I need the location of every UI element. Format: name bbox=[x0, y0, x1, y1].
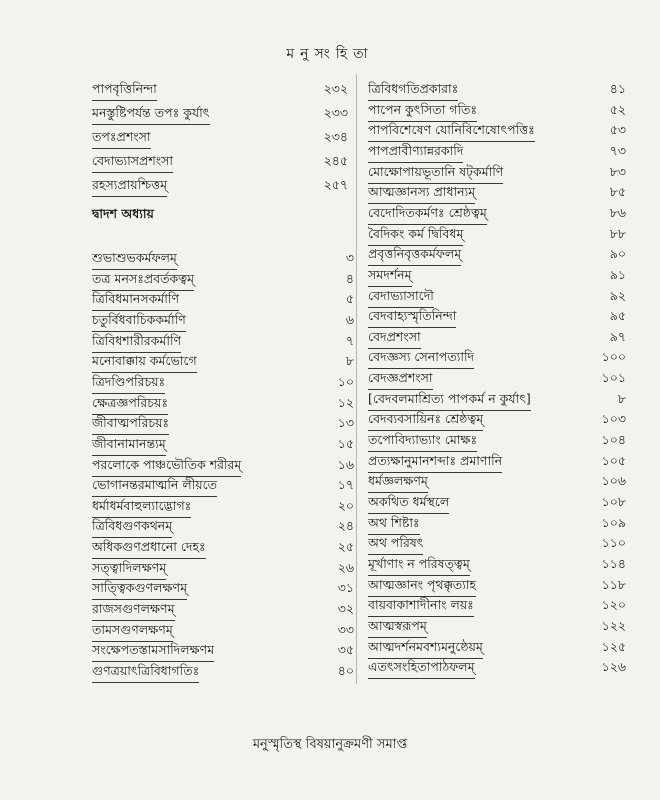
index-entry bbox=[368, 512, 626, 534]
entry-title: বায়বাকাশাদীনাং লয়ঃ bbox=[368, 594, 474, 617]
index-entry bbox=[92, 639, 354, 661]
entry-verse-number: ৮৬ bbox=[609, 204, 626, 220]
index-entry bbox=[92, 557, 354, 579]
index-entry bbox=[368, 202, 626, 224]
entry-title: প্রত্যক্ষানুমানশব্দাঃ প্রমাণানি bbox=[368, 450, 502, 473]
index-entry bbox=[92, 268, 354, 290]
index-entry bbox=[92, 474, 354, 496]
entry-verse-number: ৩৩ bbox=[337, 621, 354, 637]
index-entry bbox=[368, 615, 626, 637]
entry-title: বেদাভ্যাসাদৌ bbox=[368, 285, 434, 308]
index-entry bbox=[92, 412, 354, 434]
entry-verse-number: ৮৩ bbox=[609, 163, 626, 179]
entry-verse-number: ১১৮ bbox=[601, 576, 626, 592]
entry-verse-number: ৩ bbox=[345, 250, 354, 265]
index-entry bbox=[92, 174, 348, 196]
index-entry bbox=[368, 553, 626, 575]
entry-verse-number: ৯০ bbox=[609, 246, 626, 262]
entry-verse-number: ১২২ bbox=[601, 617, 626, 633]
entry-title: তত্র মনসঃপ্রবর্তকত্বম্ bbox=[92, 268, 194, 291]
entry-title: শুভাশুভকর্মফলম্ bbox=[92, 247, 177, 270]
entry-title: তামসগুণলক্ষণম্ bbox=[92, 619, 173, 642]
entry-verse-number: ১২৬ bbox=[601, 659, 626, 675]
entry-verse-number: ২৪ bbox=[337, 518, 354, 534]
entry-title: ত্রিবিধগতিপ্রকারাঃ bbox=[368, 78, 458, 101]
index-entry bbox=[92, 150, 348, 172]
entry-title: সংক্ষেপতস্তামসাদিলক্ষণম bbox=[92, 639, 214, 662]
index-entry bbox=[368, 285, 626, 307]
entry-title: গুণত্রয়াৎত্রিবিধাগতিঃ bbox=[92, 660, 199, 683]
entry-verse-number: ১০ bbox=[337, 373, 354, 389]
entry-title: এতৎসংহিতাপাঠফলম্ bbox=[368, 656, 475, 679]
index-entry bbox=[368, 264, 626, 286]
entry-title: ত্রিদণ্ডিপরিচয়ঃ bbox=[92, 371, 165, 394]
index-entry bbox=[368, 429, 626, 451]
entry-verse-number: ২৩৩ bbox=[323, 105, 348, 120]
entry-title: তপঃপ্রশংসা bbox=[92, 126, 151, 149]
index-entry bbox=[92, 619, 354, 641]
index-entry bbox=[92, 371, 354, 393]
index-entry bbox=[368, 305, 626, 327]
index-entry bbox=[368, 181, 626, 203]
index-entry bbox=[368, 223, 626, 245]
entry-verse-number: ৩১ bbox=[337, 580, 354, 596]
entry-verse-number: ৯২ bbox=[609, 287, 626, 303]
index-entry bbox=[92, 495, 354, 517]
entry-title: মনোবাক্কায় কর্মভোগে bbox=[92, 350, 197, 373]
entry-verse-number: ৮ bbox=[617, 390, 626, 406]
entry-verse-number: ৩২ bbox=[337, 601, 354, 617]
index-entry bbox=[368, 140, 626, 162]
entry-title: বেদব্যবসায়িনঃ শ্রেষ্ঠত্বম্ bbox=[368, 408, 483, 431]
index-entry bbox=[368, 388, 626, 410]
index-entry bbox=[92, 350, 354, 372]
index-entry bbox=[92, 78, 348, 100]
entry-title: ধর্মাধর্মবাহুল্যাদ্ভোগঃ bbox=[92, 495, 191, 518]
index-entry bbox=[368, 491, 626, 513]
index-entry bbox=[92, 126, 348, 148]
index-entry bbox=[92, 433, 354, 455]
entry-verse-number: ২০ bbox=[337, 497, 354, 513]
entry-title: ক্ষেত্রজ্ঞপরিচয়ঃ bbox=[92, 392, 168, 415]
entry-title: জীবাত্মপরিচয়ঃ bbox=[92, 412, 169, 435]
entry-title: পরলোকে পাঞ্চভৌতিক শরীরম্ bbox=[92, 454, 241, 477]
index-entry bbox=[92, 102, 348, 124]
entry-title: পাপপ্রাবীণ্যান্নরকাদি bbox=[368, 140, 463, 163]
entry-title: বৈদিকং কর্ম দ্বিবিধম্ bbox=[368, 223, 463, 246]
index-entry bbox=[92, 247, 354, 269]
entry-verse-number: ৫৩ bbox=[609, 122, 626, 138]
entry-title: সত্ত্বাদিলক্ষণম্ bbox=[92, 557, 166, 580]
entry-verse-number: ৬ bbox=[345, 311, 354, 327]
entry-title: ধর্মজ্ঞলক্ষণম্ bbox=[368, 470, 428, 493]
entry-verse-number: ২৬ bbox=[337, 559, 354, 575]
index-entry bbox=[92, 392, 354, 414]
entry-verse-number: ২৪৫ bbox=[323, 153, 348, 168]
entry-title: চতুর্বিধবাচিককর্মাণি bbox=[92, 309, 186, 332]
index-entry bbox=[368, 161, 626, 183]
index-entry bbox=[368, 326, 626, 348]
index-entry bbox=[92, 515, 354, 537]
index-entry bbox=[368, 470, 626, 492]
entry-verse-number: ৭ bbox=[345, 332, 354, 348]
index-entry bbox=[368, 367, 626, 389]
entry-title: আত্মদর্শনমবশ্যমনুষ্ঠেয়ম্ bbox=[368, 636, 483, 659]
entry-title: জীবানামানন্ত্যম্ bbox=[92, 433, 166, 456]
entry-verse-number: ৪ bbox=[345, 270, 354, 286]
index-entry bbox=[368, 243, 626, 265]
entry-verse-number: ৯৭ bbox=[609, 328, 626, 344]
section-title: দ্বাদশ অধ্যায় bbox=[92, 206, 154, 221]
entry-verse-number: ১৭ bbox=[337, 477, 354, 493]
entry-title: ত্রিবিধশারীরকর্মাণি bbox=[92, 330, 181, 353]
index-entry bbox=[92, 660, 354, 682]
entry-title: বেদোদিতকর্মণঃ শ্রেষ্ঠত্বম্ bbox=[368, 202, 487, 225]
entry-title: অথ শিষ্টাঃ bbox=[368, 512, 420, 535]
entry-title: অধিকগুণপ্রধানো দেহঃ bbox=[92, 536, 206, 559]
entry-title: ত্রিবিধগুণকথনম্ bbox=[92, 515, 172, 538]
index-entry bbox=[368, 574, 626, 596]
entry-verse-number: ১০৮ bbox=[601, 494, 626, 509]
entry-verse-number: ৪০ bbox=[337, 663, 354, 678]
index-entry bbox=[368, 656, 626, 678]
entry-title: তপোবিদ্যাভ্যাং মোক্ষঃ bbox=[368, 429, 477, 452]
index-entry bbox=[368, 450, 626, 472]
entry-verse-number: ২৩২ bbox=[323, 81, 348, 96]
entry-title: বেদজ্ঞস্য সেনাপত্যাদি bbox=[368, 346, 474, 369]
entry-verse-number: ৩৫ bbox=[337, 642, 354, 658]
entry-title: [বেদবলমাশ্রিত্য পাপকর্ম ন কুর্যাৎ] bbox=[368, 388, 531, 411]
entry-title: মূর্খাণাং ন পরিষত্ত্বম্ bbox=[368, 553, 470, 576]
entry-title: বেদজ্ঞপ্রশংসা bbox=[368, 367, 433, 390]
entry-verse-number: ১৩ bbox=[337, 415, 354, 431]
index-entry bbox=[92, 309, 354, 331]
index-entry bbox=[368, 99, 626, 121]
entry-verse-number: ১০৯ bbox=[601, 514, 626, 530]
entry-verse-number: ১০০ bbox=[601, 349, 626, 365]
entry-verse-number: ১০৬ bbox=[601, 473, 626, 489]
entry-title: ত্রিবিধমানসকর্মাণি bbox=[92, 288, 179, 311]
entry-verse-number: ৫ bbox=[345, 291, 354, 307]
entry-title: সাত্ত্বিকগুণলক্ষণম্ bbox=[92, 577, 187, 600]
entry-title: রাজসগুণলক্ষণম্ bbox=[92, 598, 175, 621]
entry-verse-number: ২৫৭ bbox=[323, 177, 348, 192]
index-entry bbox=[92, 577, 354, 599]
entry-verse-number: ১৬ bbox=[337, 456, 354, 472]
entry-verse-number: ৯১ bbox=[609, 266, 626, 282]
index-entry bbox=[368, 78, 626, 100]
index-entry bbox=[368, 532, 626, 554]
entry-title: আত্মজ্ঞানস্য প্রাধান্যম্ bbox=[368, 181, 475, 204]
entry-verse-number: ২৩৪ bbox=[323, 129, 348, 144]
index-entry bbox=[92, 598, 354, 620]
entry-title: প্রবৃত্তনিবৃত্তকর্মফলম্ bbox=[368, 243, 461, 266]
column-divider bbox=[356, 74, 357, 684]
entry-title: পাপবৃত্তিনিন্দা bbox=[92, 78, 157, 101]
page-header: মনুসংহিতা bbox=[286, 46, 374, 62]
entry-title: বেদপ্রশংসা bbox=[368, 326, 421, 349]
entry-title: মোক্ষোপায়ভূতানি ষট্কর্মাণি bbox=[368, 161, 503, 184]
index-entry bbox=[92, 454, 354, 476]
entry-verse-number: ৮ bbox=[345, 353, 354, 369]
entry-verse-number: ৫২ bbox=[609, 101, 626, 117]
entry-title: রহস্যপ্রায়শ্চিত্তম্ bbox=[92, 174, 167, 197]
entry-verse-number: ১০৩ bbox=[601, 411, 626, 427]
entry-verse-number: ১১০ bbox=[601, 535, 626, 551]
entry-verse-number: ১৫ bbox=[337, 435, 354, 451]
entry-verse-number: ৮৮ bbox=[609, 225, 626, 241]
entry-title: আত্মজ্ঞানং পৃথক্কৃত্যাহ bbox=[368, 574, 476, 597]
entry-title: বেদাভ্যাসপ্রশংসা bbox=[92, 150, 173, 173]
entry-verse-number: ১২৫ bbox=[601, 638, 626, 654]
index-entry bbox=[92, 536, 354, 558]
index-entry bbox=[368, 408, 626, 430]
entry-verse-number: ১০১ bbox=[601, 370, 626, 386]
index-entry bbox=[92, 288, 354, 310]
entry-title: বেদবাহ্যস্মৃতিনিন্দা bbox=[368, 305, 456, 328]
entry-verse-number: ৪১ bbox=[609, 81, 626, 96]
entry-title: মনস্তুষ্টিপর্যন্ত তপঃ কুর্যাৎ bbox=[92, 102, 210, 125]
entry-verse-number: ১২০ bbox=[601, 597, 626, 613]
entry-verse-number: ২৫ bbox=[337, 539, 354, 555]
index-entry bbox=[368, 636, 626, 658]
entry-verse-number: ৭৩ bbox=[609, 142, 626, 158]
entry-title: সমদর্শনম্ bbox=[368, 264, 412, 287]
index-entry bbox=[92, 330, 354, 352]
index-entry bbox=[368, 119, 626, 141]
entry-verse-number: ৯৫ bbox=[609, 308, 626, 324]
entry-verse-number: ১১৪ bbox=[601, 555, 626, 571]
entry-title: অকথিত ধর্মস্থলে bbox=[368, 491, 449, 514]
entry-title: ভোগানন্তরমাত্মনি লীয়তে bbox=[92, 474, 217, 497]
entry-verse-number: ১২ bbox=[337, 394, 354, 410]
entry-title: পাপেন কুৎসিতা গতিঃ bbox=[368, 99, 477, 122]
entry-title: অথ পরিষৎ bbox=[368, 532, 423, 555]
entry-verse-number: ৮৫ bbox=[609, 184, 626, 200]
entry-title: পাপবিশেষেণ যোনিবিশেষোৎপত্তিঃ bbox=[368, 119, 535, 142]
entry-verse-number: ১০৫ bbox=[601, 452, 626, 468]
index-entry bbox=[368, 346, 626, 368]
page-footer: মনুস্মৃতিস্থ বিষয়ানুক্রমণী সমাপ্ত bbox=[252, 737, 408, 752]
index-entry bbox=[368, 594, 626, 616]
entry-title: আত্মস্বরূপম্ bbox=[368, 615, 427, 638]
entry-verse-number: ১০৪ bbox=[601, 432, 626, 448]
